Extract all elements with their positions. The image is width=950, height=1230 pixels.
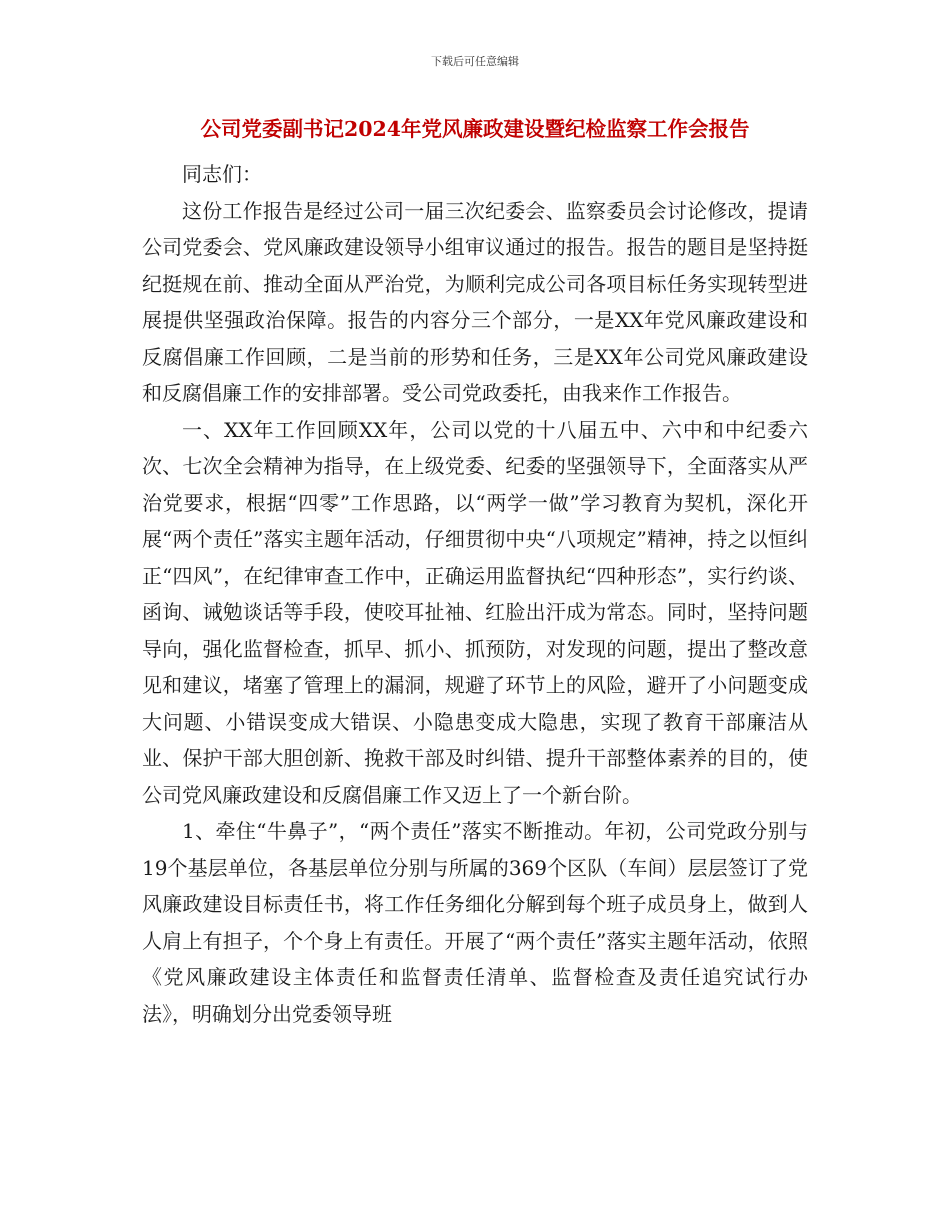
review-paragraph: 一、XX年工作回顾XX年，公司以党的十八届五中、六中和中纪委六次、七次全会精神为指导，在上级党委、纪委的坚强领导下，全面落实从严治党要求，根据“四零”工作思路，以“两学一做”学习教育为契机，深化开展“两个责任”落实主题年活动，仔细贯彻中央“八项规定”精神，持之以恒纠正“四风”，在纪律审查工作中，正确运用监督执纪“四种形态”，实行约谈、函询、诫勉谈话等手段，使咬耳扯袖、红脸出汗成为常态。同时，坚持问题导向，强化监督检查，抓早、抓小、抓预防，对发现的问题，提出了整改意见和建议，堵塞了管理上的漏洞，规避了环节上的风险，避开了小问题变成大问题、小错误变成大错误、小隐患变成大隐患，实现了教育干部廉洁从业、保护干部大胆创新、挽救干部及时纠错、提升干部整体素养的目的，使公司党风廉政建设和反腐倡廉工作又迈上了一个新台阶。 bbox=[142, 417, 808, 807]
responsibility-paragraph: 1、牵住“牛鼻子”，“两个责任”落实不断推动。年初，公司党政分别与19个基层单位，各基层单位分别与所属的369个区队（车间）层层签订了党风廉政建设目标责任书，将工作任务细化分解到每个班子成员身上，做到人人肩上有担子，个个身上有责任。开展了“两个责任”落实主题年活动，依照《党风廉政建设主体责任和监督责任清单、监督检查及责任追究试行办法》，明确划分出党委领导班 bbox=[142, 819, 808, 1026]
intro-paragraph: 这份工作报告是经过公司一届三次纪委会、监察委员会讨论修改，提请公司党委会、党风廉政建设领导小组审议通过的报告。报告的题目是坚持挺纪挺规在前、推动全面从严治党，为顺利完成公司各项目标任务实现转型进展提供坚强政治保障。报告的内容分三个部分，一是XX年党风廉政建设和反腐倡廉工作回顾，二是当前的形势和任务，三是XX年公司党风廉政建设和反腐倡廉工作的安排部署。受公司党政委托，由我来作工作报告。 bbox=[142, 198, 808, 405]
document-title: 公司党委副书记2024年党风廉政建设暨纪检监察工作会报告 bbox=[200, 117, 750, 141]
document-body bbox=[142, 156, 808, 1032]
salutation-paragraph: 同志们： bbox=[182, 162, 262, 186]
header-note: 下载后可任意编辑 bbox=[431, 55, 519, 68]
